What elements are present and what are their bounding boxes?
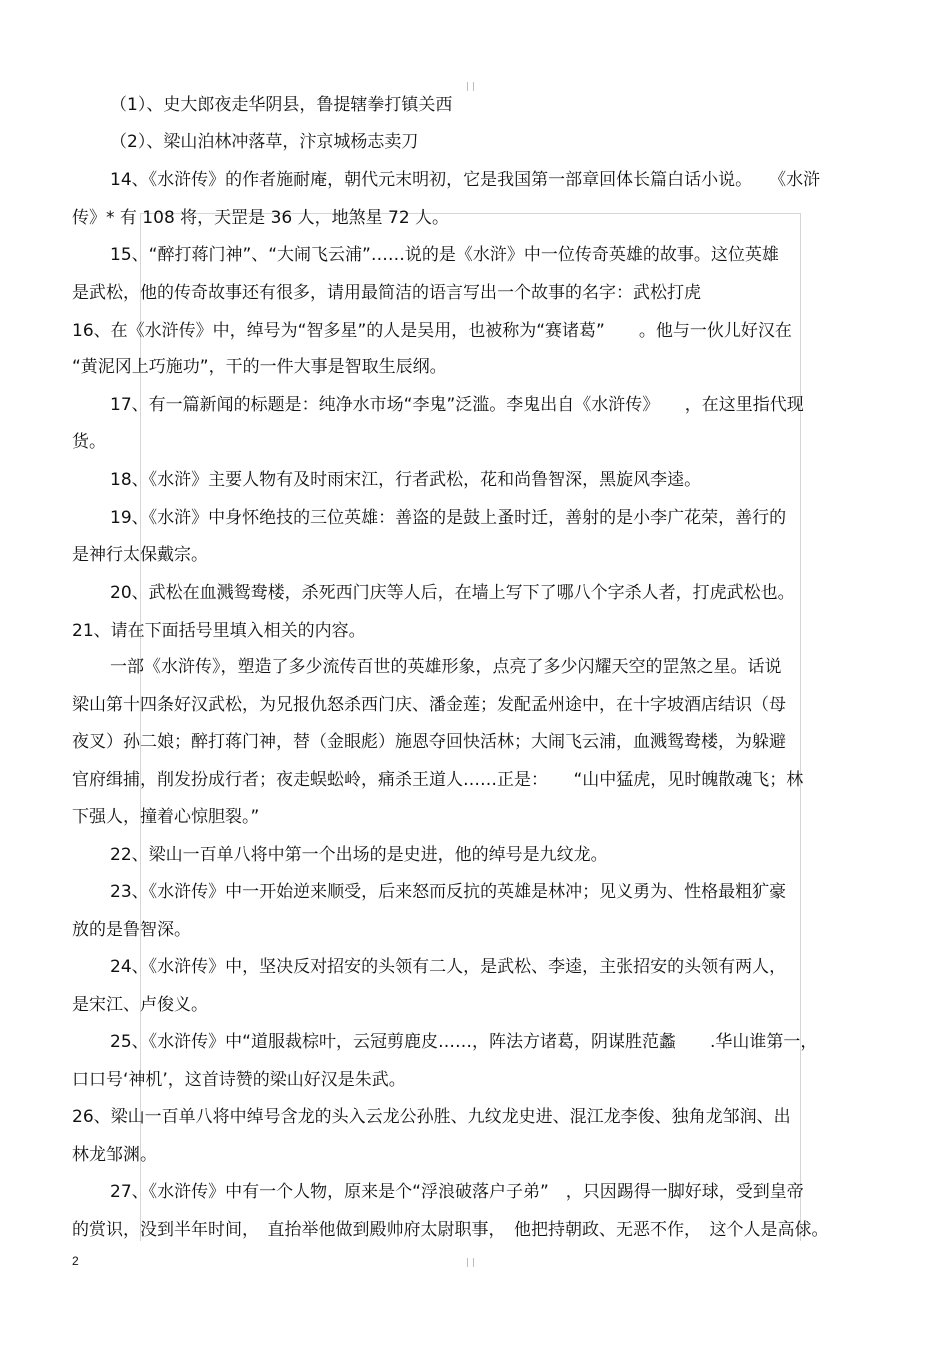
text-line: 放的是鲁智深。 [72,920,191,940]
text-line: 18、《水浒》主要人物有及时雨宋江，行者武松，花和尚鲁智深，黑旋风李逵。 [110,470,702,490]
text-line: 一部《水浒传》，塑造了多少流传百世的英雄形象，点亮了多少闪耀天空的罡煞之星。话说 [110,657,782,677]
text-line: 口口号‘神机’，这首诗赞的梁山好汉是朱武。 [72,1070,406,1090]
text-line: 下强人，撞着心惊胆裂。” [72,807,260,827]
text-line: 25、《水浒传》中“道服裁棕叶，云冠剪鹿皮……，阵法方诸葛，阴谋胜范蠡 .华山谁第一， [110,1032,818,1052]
text-line: 夜叉）孙二娘；醉打蒋门神，替（金眼彪）施恩夺回快活林；大闹飞云浦，血溅鸳鸯楼，为躲避 [72,732,786,752]
frame-right-rule [800,213,801,1241]
text-line: 26、梁山一百单八将中绰号含龙的头入云龙公孙胜、九纹龙史进、混江龙李俊、独角龙邹润、出 [72,1107,791,1127]
text-line: 23、《水浒传》中一开始逆来顺受，后来怒而反抗的英雄是林冲；见义勇为、性格最粗犷豪 [110,882,787,902]
text-line: 官府缉捕，削发扮成行者；夜走蜈蚣岭，痛杀王道人……正是： “山中猛虎，见时魄散魂飞；林 [72,770,804,790]
text-line: 梁山第十四条好汉武松，为兄报仇怒杀西门庆、潘金莲；发配孟州途中，在十字坡酒店结识（母 [72,695,786,715]
text-line: 19、《水浒》中身怀绝技的三位英雄：善盗的是鼓上蚤时迁，善射的是小李广花荣，善行的 [110,508,787,528]
text-line: 15、“醉打蒋门神”、“大闹飞云浦”……说的是《水浒》中一位传奇英雄的故事。这位英雄 [110,245,779,265]
text-line: “黄泥冈上巧施功”，干的一件大事是智取生辰纲。 [72,357,447,377]
page-number: 2 [72,1254,79,1268]
text-line: 是神行太保戴宗。 [72,545,208,565]
text-line: 17、有一篇新闻的标题是：纯净水市场“李鬼”泛滥。李鬼出自《水浒传》 ，在这里指代现 [110,395,804,415]
text-line: 16、在《水浒传》中，绰号为“智多星”的人是吴用，也被称为“赛诸葛” 。他与一伙儿好汉在 [72,321,792,341]
text-line: 24、《水浒传》中，坚决反对招安的头领有二人，是武松、李逵，主张招安的头领有两人， [110,957,787,977]
crop-mark-bottom: | | [466,1258,475,1268]
text-line: 货。 [72,432,106,452]
text-line: 14、《水浒传》的作者施耐庵，朝代元末明初，它是我国第一部章回体长篇白话小说。 《水浒 [110,170,821,190]
crop-mark-top: | | [466,82,475,92]
text-line: 的赏识，没到半年时间， 直抬举他做到殿帅府太尉职事， 他把持朝政、无恶不作， 这个人是高俅。 [72,1220,829,1240]
text-line: （2）、梁山泊林冲落草，汴京城杨志卖刀 [110,132,419,152]
text-line: 22、梁山一百单八将中第一个出场的是史进，他的绰号是九纹龙。 [110,845,608,865]
text-line: （1）、史大郎夜走华阴县，鲁提辖拳打镇关西 [110,95,453,115]
text-line: 是武松，他的传奇故事还有很多，请用最简洁的语言写出一个故事的名字：武松打虎 [72,283,701,303]
text-line: 20、武松在血溅鸳鸯楼，杀死西门庆等人后，在墙上写下了哪八个字杀人者，打虎武松也。 [110,583,795,603]
text-line: 林龙邹渊。 [72,1145,157,1165]
text-line: 传》* 有 108 将，天罡是 36 人，地煞星 72 人。 [72,208,450,228]
text-line: 21、请在下面括号里填入相关的内容。 [72,621,366,641]
text-line: 是宋江、卢俊义。 [72,995,208,1015]
text-line: 27、《水浒传》中有一个人物，原来是个“浮浪破落户子弟” ，只因踢得一脚好球，受到皇帝 [110,1182,804,1202]
